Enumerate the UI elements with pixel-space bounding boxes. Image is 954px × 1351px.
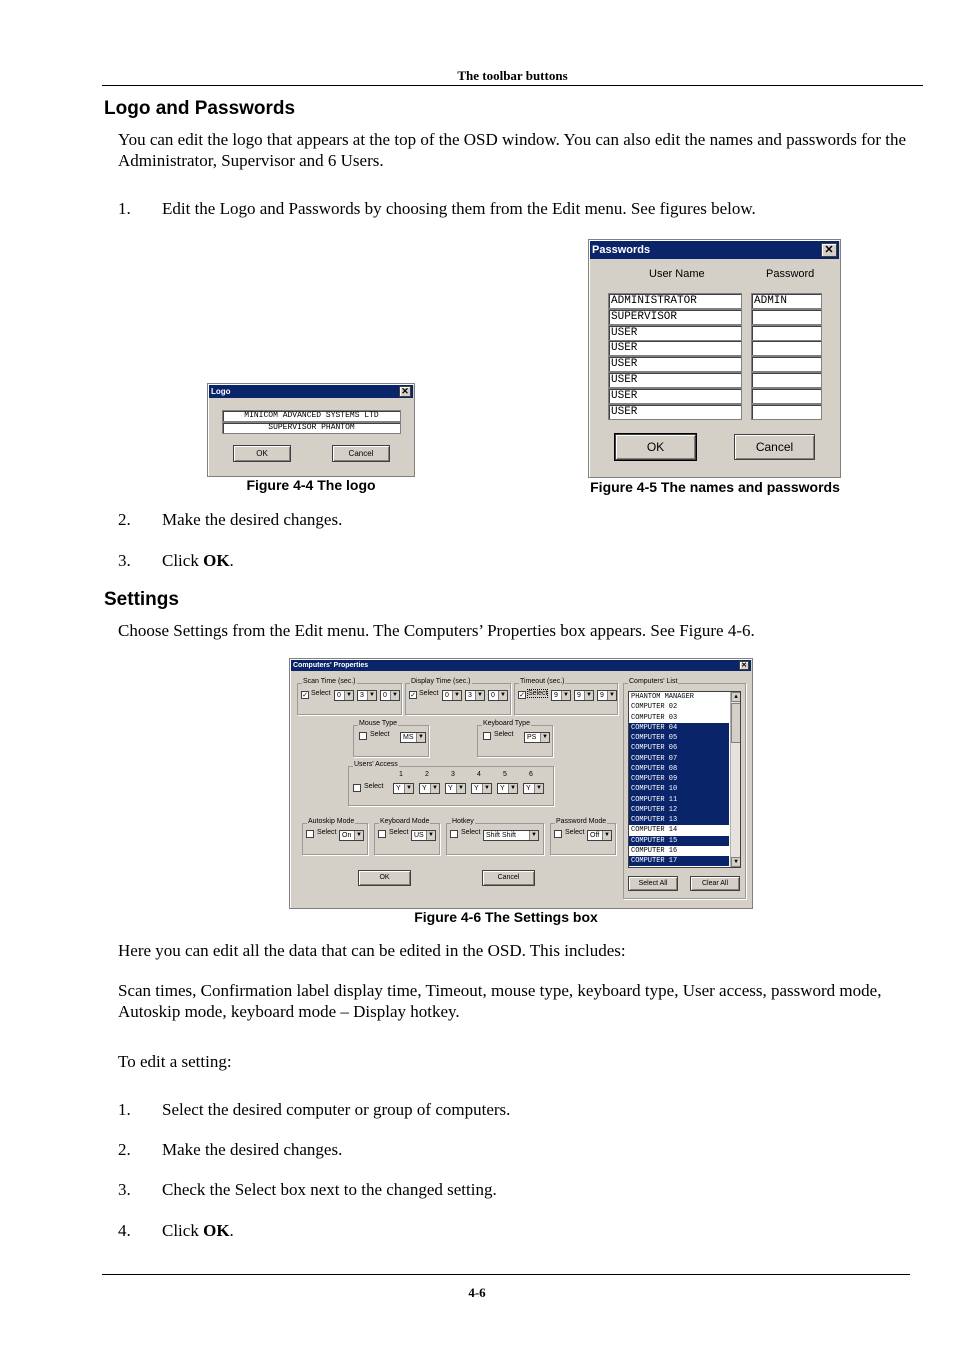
select-all-button[interactable]: Select All — [628, 876, 678, 891]
step-number: 3. — [118, 1180, 131, 1199]
computer-list-item[interactable]: COMPUTER 12 — [629, 805, 729, 815]
combo-value: 0 — [383, 692, 387, 699]
figure-caption-passwords: Figure 4-5 The names and passwords — [590, 479, 840, 495]
chevron-down-icon: ▼ — [452, 691, 461, 700]
combo-value: 3 — [468, 692, 472, 699]
cancel-button[interactable]: Cancel — [482, 870, 535, 886]
figure-caption-settings: Figure 4-6 The Settings box — [414, 909, 598, 925]
scan-time-digit-3[interactable] — [380, 690, 400, 701]
keyboard-mode-combo[interactable] — [411, 830, 436, 841]
password-mode-select-checkbox[interactable] — [554, 830, 562, 838]
user-access-combo[interactable] — [471, 783, 492, 794]
figure-caption-logo: Figure 4-4 The logo — [246, 477, 376, 493]
logo-line1-field[interactable]: MINICOM ADVANCED SYSTEMS LTD — [222, 410, 401, 422]
username-field[interactable]: USER — [608, 356, 742, 372]
keyboard-mode-label: Keyboard Mode — [380, 818, 430, 825]
settings-dialog-title: Computers' Properties — [293, 662, 369, 669]
ok-button[interactable]: OK — [358, 870, 411, 886]
step-text — [162, 551, 234, 571]
settings-paragraph-2: Scan times, Confirmation label display time, Timeout, mouse type, keyboard type, User access, password mode, Autoskip mode, keyboard mode – Display hotkey. — [118, 981, 882, 1021]
step-number: 4. — [118, 1221, 131, 1240]
passwords-dialog-titlebar — [590, 241, 839, 259]
username-field[interactable]: USER — [608, 372, 742, 388]
timeout-digit-2[interactable] — [574, 690, 594, 701]
users-access-group — [348, 761, 554, 806]
combo-value: On — [342, 832, 352, 839]
step-number: 2. — [118, 510, 131, 529]
combo-value: Y — [500, 785, 505, 792]
chevron-down-icon: ▼ — [540, 733, 549, 742]
step-text-bold: OK — [203, 1221, 230, 1240]
password-field[interactable] — [751, 388, 822, 404]
computer-list-item[interactable]: COMPUTER 14 — [631, 826, 678, 835]
hotkey-label: Hotkey — [452, 818, 474, 825]
keyboard-mode-select-checkbox[interactable] — [378, 830, 386, 838]
user-column-number: 1 — [399, 771, 403, 778]
section-heading-settings: Settings — [104, 589, 179, 610]
scrollbar[interactable] — [730, 692, 740, 867]
chevron-down-icon: ▼ — [534, 784, 543, 793]
chevron-down-icon: ▼ — [607, 691, 616, 700]
mouse-type-label: Mouse Type — [359, 720, 398, 727]
footer-rule — [102, 1274, 910, 1275]
header-rule — [102, 85, 923, 86]
users-access-select-checkbox[interactable] — [353, 784, 361, 792]
computer-list-item[interactable]: COMPUTER 09 — [629, 774, 729, 784]
chevron-down-icon: ▼ — [508, 784, 517, 793]
close-icon[interactable]: ✕ — [739, 661, 749, 670]
ok-button[interactable]: OK — [233, 445, 291, 462]
username-column-header: User Name — [649, 268, 705, 280]
settings-dialog — [289, 658, 753, 909]
passwords-dialog — [588, 239, 841, 478]
logo-line2-field[interactable]: SUPERVISOR PHANTOM — [222, 422, 401, 434]
user-column-number: 6 — [529, 771, 533, 778]
password-field[interactable] — [751, 356, 822, 372]
logo-intro-paragraph: You can edit the logo that appears at the top of the OSD window. You can also edit the names and passwords for the Administrator, Supervisor and 6 Users. — [118, 130, 907, 170]
step-number: 1. — [118, 1100, 131, 1119]
combo-value: MS — [403, 734, 414, 741]
keyboard-type-combo[interactable] — [524, 732, 550, 743]
computers-listbox[interactable] — [628, 691, 741, 868]
combo-value: Off — [590, 832, 600, 839]
step-number: 1. — [118, 199, 131, 218]
display-time-group — [405, 678, 511, 715]
chevron-down-icon: ▼ — [475, 691, 484, 700]
autoskip-mode-label: Autoskip Mode — [308, 818, 355, 825]
chevron-down-icon: ▼ — [344, 691, 353, 700]
chevron-down-icon: ▼ — [482, 784, 491, 793]
computer-list-item[interactable]: COMPUTER 08 — [629, 764, 729, 774]
settings-paragraph-3: To edit a setting: — [118, 1052, 232, 1071]
step-text-pre: Click — [162, 551, 204, 570]
chevron-down-icon: ▼ — [426, 831, 435, 840]
mouse-type-select-checkbox[interactable] — [359, 732, 367, 740]
timeout-select-checkbox[interactable]: ✓ — [519, 692, 525, 699]
computer-list-item[interactable]: COMPUTER 16 — [631, 846, 678, 855]
combo-value: Y — [448, 785, 453, 792]
scroll-up-icon[interactable]: ▲ — [731, 692, 741, 702]
clear-all-button[interactable]: Clear All — [690, 876, 740, 891]
chevron-down-icon: ▼ — [416, 733, 425, 742]
chevron-down-icon: ▼ — [390, 691, 399, 700]
cancel-button[interactable]: Cancel — [332, 445, 390, 462]
passwords-dialog-title: Passwords — [592, 244, 651, 256]
combo-value: Y — [422, 785, 427, 792]
logo-dialog-titlebar — [209, 385, 413, 398]
combo-value: 3 — [360, 692, 364, 699]
chevron-down-icon: ▼ — [602, 831, 611, 840]
users-access-label: Users' Access — [354, 761, 398, 768]
combo-value: 0 — [337, 692, 341, 699]
settings-dialog-titlebar — [291, 660, 751, 671]
password-field[interactable] — [751, 372, 822, 388]
scroll-down-icon[interactable]: ▼ — [731, 857, 741, 867]
combo-value: 9 — [554, 692, 558, 699]
combo-value: 9 — [600, 692, 604, 699]
page-number: 4-6 — [468, 1285, 486, 1300]
computers-list-group — [623, 678, 746, 899]
computers-list-items — [629, 692, 740, 866]
select-label: Select — [389, 829, 409, 836]
computer-list-item[interactable]: COMPUTER 03 — [631, 713, 678, 722]
computers-list-label: Computers' List — [629, 678, 678, 685]
user-access-combo[interactable] — [497, 783, 518, 794]
display-time-select-checkbox[interactable]: ✓ — [410, 692, 416, 699]
select-label: Select — [364, 783, 384, 790]
chevron-down-icon: ▼ — [529, 831, 538, 840]
step-number: 2. — [118, 1140, 131, 1159]
keyboard-type-group — [477, 720, 553, 757]
password-mode-label: Password Mode — [556, 818, 607, 825]
timeout-label: Timeout (sec.) — [520, 678, 565, 685]
timeout-digit-1[interactable] — [551, 690, 571, 701]
combo-value: Y — [526, 785, 531, 792]
step-text-pre: Click — [162, 1221, 204, 1240]
step-text-bold: OK — [203, 551, 230, 570]
combo-value: US — [414, 832, 424, 839]
password-mode-combo[interactable] — [587, 830, 612, 841]
hotkey-combo[interactable] — [483, 830, 539, 841]
chevron-down-icon: ▼ — [404, 784, 413, 793]
computer-list-item[interactable]: COMPUTER 10 — [629, 784, 729, 794]
computer-list-item[interactable]: COMPUTER 13 — [629, 815, 729, 825]
chevron-down-icon: ▼ — [498, 691, 507, 700]
combo-value: Y — [474, 785, 479, 792]
logo-dialog-title: Logo — [211, 387, 231, 396]
display-time-label: Display Time (sec.) — [411, 678, 471, 685]
keyboard-type-label: Keyboard Type — [483, 720, 530, 727]
chevron-down-icon: ▼ — [584, 691, 593, 700]
scan-time-digit-1[interactable] — [334, 690, 354, 701]
computer-list-item[interactable]: COMPUTER 05 — [629, 733, 729, 743]
combo-value: 0 — [445, 692, 449, 699]
running-header: The toolbar buttons — [457, 68, 568, 83]
select-label: Select — [370, 731, 390, 738]
username-field[interactable]: USER — [608, 340, 742, 356]
password-field[interactable] — [751, 340, 822, 356]
user-access-combo[interactable] — [523, 783, 544, 794]
display-time-digit-2[interactable] — [465, 690, 485, 701]
user-column-number: 2 — [425, 771, 429, 778]
display-time-digit-3[interactable] — [488, 690, 508, 701]
step-text-post: . — [229, 1221, 234, 1240]
user-access-combo[interactable] — [445, 783, 466, 794]
ok-button[interactable]: OK — [615, 434, 696, 460]
user-access-combo[interactable] — [393, 783, 414, 794]
settings-paragraph-1: Here you can edit all the data that can be edited in the OSD. This includes: — [118, 941, 626, 960]
password-field[interactable]: ADMIN — [751, 293, 822, 309]
logo-dialog — [207, 383, 415, 477]
step-text-post: . — [229, 551, 234, 570]
computer-list-item[interactable]: COMPUTER 02 — [631, 703, 678, 712]
autoskip-combo[interactable] — [339, 830, 364, 841]
step-number: 3. — [118, 551, 131, 570]
hotkey-select-checkbox[interactable] — [450, 830, 458, 838]
user-access-combo[interactable] — [419, 783, 440, 794]
timeout-digit-3[interactable] — [597, 690, 617, 701]
step-text: Make the desired changes. — [162, 1140, 343, 1159]
select-label: Select — [461, 829, 481, 836]
password-field[interactable] — [751, 404, 822, 420]
user-column-number: 4 — [477, 771, 481, 778]
scan-time-group — [297, 678, 402, 715]
keyboard-mode-group — [374, 818, 440, 855]
scan-time-label: Scan Time (sec.) — [303, 678, 356, 685]
computer-list-item[interactable]: COMPUTER 06 — [629, 743, 729, 753]
select-label: Select — [419, 690, 439, 697]
computer-list-item[interactable]: COMPUTER 15 — [629, 836, 729, 846]
step-text: Check the Select box next to the changed setting. — [162, 1180, 497, 1199]
display-time-digit-1[interactable] — [442, 690, 462, 701]
username-field[interactable]: SUPERVISOR — [608, 309, 742, 325]
chevron-down-icon: ▼ — [430, 784, 439, 793]
close-icon[interactable]: ✕ — [399, 386, 411, 397]
keyboard-type-select-checkbox[interactable] — [483, 732, 491, 740]
combo-value: 0 — [491, 692, 495, 699]
select-label: Select — [317, 829, 337, 836]
close-icon[interactable]: ✕ — [821, 243, 837, 257]
chevron-down-icon: ▼ — [561, 691, 570, 700]
combo-value: 9 — [577, 692, 581, 699]
select-label: Select — [528, 690, 548, 697]
autoskip-mode-group — [302, 818, 368, 855]
step-text: Select the desired computer or group of computers. — [162, 1100, 511, 1119]
username-field[interactable]: USER — [608, 388, 742, 404]
scan-time-select-checkbox[interactable]: ✓ — [302, 692, 308, 699]
password-mode-group — [550, 818, 616, 855]
select-label: Select — [565, 829, 585, 836]
computer-list-item[interactable]: COMPUTER 11 — [629, 795, 729, 805]
autoskip-select-checkbox[interactable] — [306, 830, 314, 838]
computer-list-item[interactable]: COMPUTER 07 — [629, 754, 729, 764]
timeout-group — [514, 678, 618, 715]
mouse-type-group — [353, 720, 429, 757]
hotkey-group — [446, 818, 544, 855]
select-label: Select — [311, 690, 331, 697]
user-column-number: 3 — [451, 771, 455, 778]
username-field[interactable]: USER — [608, 404, 742, 420]
section-heading-logo-passwords: Logo and Passwords — [104, 98, 296, 119]
password-field[interactable] — [751, 309, 822, 325]
password-field[interactable] — [751, 325, 822, 341]
combo-value: PS — [527, 734, 537, 741]
chevron-down-icon: ▼ — [367, 691, 376, 700]
user-column-number: 5 — [503, 771, 507, 778]
computer-list-item[interactable]: PHANTOM MANAGER — [631, 693, 695, 701]
select-label: Select — [494, 731, 514, 738]
scrollbar-thumb[interactable] — [731, 703, 741, 743]
settings-intro-paragraph: Choose Settings from the Edit menu. The Computers’ Properties box appears. See Figure 4-6. — [118, 621, 755, 640]
chevron-down-icon: ▼ — [354, 831, 363, 840]
computer-list-item[interactable]: COMPUTER 17 — [629, 856, 729, 866]
step-text: Edit the Logo and Passwords by choosing them from the Edit menu. See figures below. — [162, 199, 756, 218]
cancel-button[interactable]: Cancel — [734, 434, 815, 460]
step-text: Make the desired changes. — [162, 510, 343, 529]
combo-value: Shift Shift — [486, 832, 516, 839]
username-field[interactable]: ADMINISTRATOR — [608, 293, 742, 309]
chevron-down-icon: ▼ — [456, 784, 465, 793]
step-text — [162, 1221, 234, 1241]
username-field[interactable]: USER — [608, 325, 742, 341]
scan-time-digit-2[interactable] — [357, 690, 377, 701]
password-column-header: Password — [766, 268, 815, 280]
mouse-type-combo[interactable] — [400, 732, 426, 743]
combo-value: Y — [396, 785, 401, 792]
computer-list-item[interactable]: COMPUTER 04 — [629, 723, 729, 733]
